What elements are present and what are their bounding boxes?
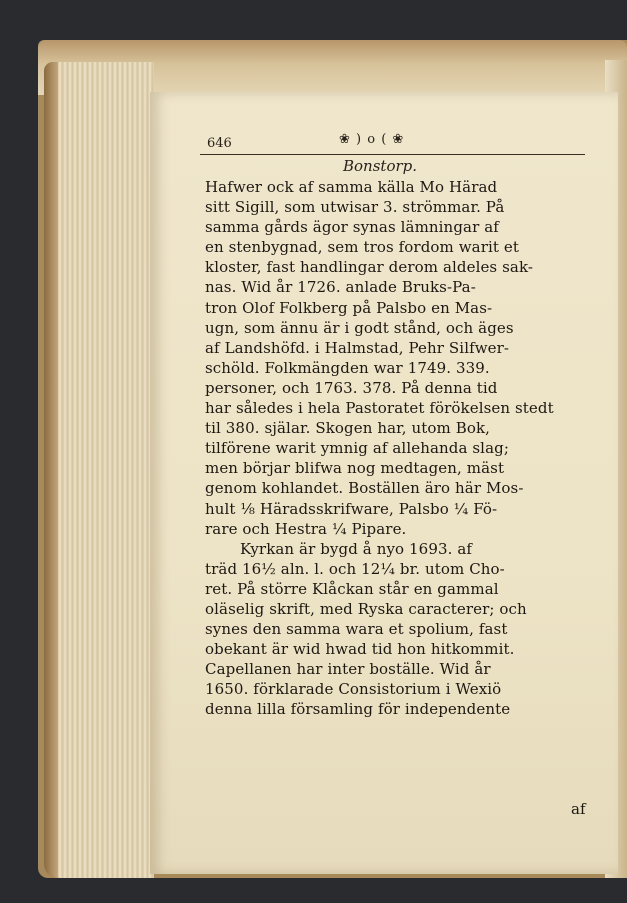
text-line: en stenbygnad, sem tros fordom warit et: [205, 238, 519, 257]
text-line: rare och Hestra ¼ Pipare.: [205, 519, 407, 538]
text-line: sitt Sigill, som utwisar 3. strömmar. På: [205, 198, 505, 217]
page-number: 646: [207, 136, 232, 151]
text-line: samma gårds ägor synas lämningar af: [205, 218, 499, 237]
text-line: til 380. själar. Skogen har, utom Bok,: [205, 419, 491, 438]
catchword: af: [571, 800, 586, 818]
text-line: ret. På större Klåckan står en gammal: [205, 579, 499, 598]
page-header: [207, 132, 587, 154]
text-line: har således i hela Pastoratet förökelsen stedt: [205, 399, 554, 418]
text-line: Capellanen har inter boställe. Wid år: [205, 660, 491, 679]
header-ornament: ❀ ) o ( ❀: [339, 132, 405, 147]
text-line: ugn, som ännu är i godt stånd, och äges: [205, 318, 514, 337]
text-line: Kyrkan är bygd å nyo 1693. af: [240, 539, 473, 558]
text-line: oläselig skrift, med Ryska caracterer; och: [205, 599, 527, 618]
text-line: träd 16½ aln. l. och 12¼ br. utom Cho-: [205, 559, 505, 578]
text-line: Hafwer ock af samma källa Mo Härad: [205, 178, 498, 196]
header-rule: [200, 154, 585, 155]
text-line: hult ⅛ Häradsskrifware, Palsbo ¼ Fö-: [205, 499, 498, 518]
binding-edge: [44, 62, 58, 878]
text-line: 1650. förklarade Consistorium i Wexiö: [205, 680, 502, 699]
text-line: kloster, fast handlingar derom aldeles sak-: [205, 258, 534, 277]
text-line: personer, och 1763. 378. På denna tid: [205, 378, 498, 397]
text-line: schöld. Folkmängden war 1749. 339.: [205, 358, 490, 377]
page-stack-edge: [44, 62, 154, 878]
text-line: synes den samma wara et spolium, fast: [205, 620, 508, 639]
text-line: af Landshöfd. i Halmstad, Pehr Silfwer-: [205, 338, 510, 357]
text-line: men börjar blifwa nog medtagen, mäst: [205, 459, 505, 478]
text-line: tilförene warit ymnig af allehanda slag;: [205, 439, 509, 458]
text-line: denna lilla församling för independente: [205, 700, 511, 719]
text-line: nas. Wid år 1726. anlade Bruks-Pa-: [205, 278, 476, 297]
text-line: tron Olof Folkberg på Palsbo en Mas-: [205, 298, 493, 317]
text-line: genom kohlandet. Boställen äro här Mos-: [205, 479, 524, 498]
text-line: obekant är wid hwad tid hon hitkommit.: [205, 640, 515, 659]
running-head: Bonstorp.: [343, 157, 418, 175]
body-text: [205, 177, 605, 720]
